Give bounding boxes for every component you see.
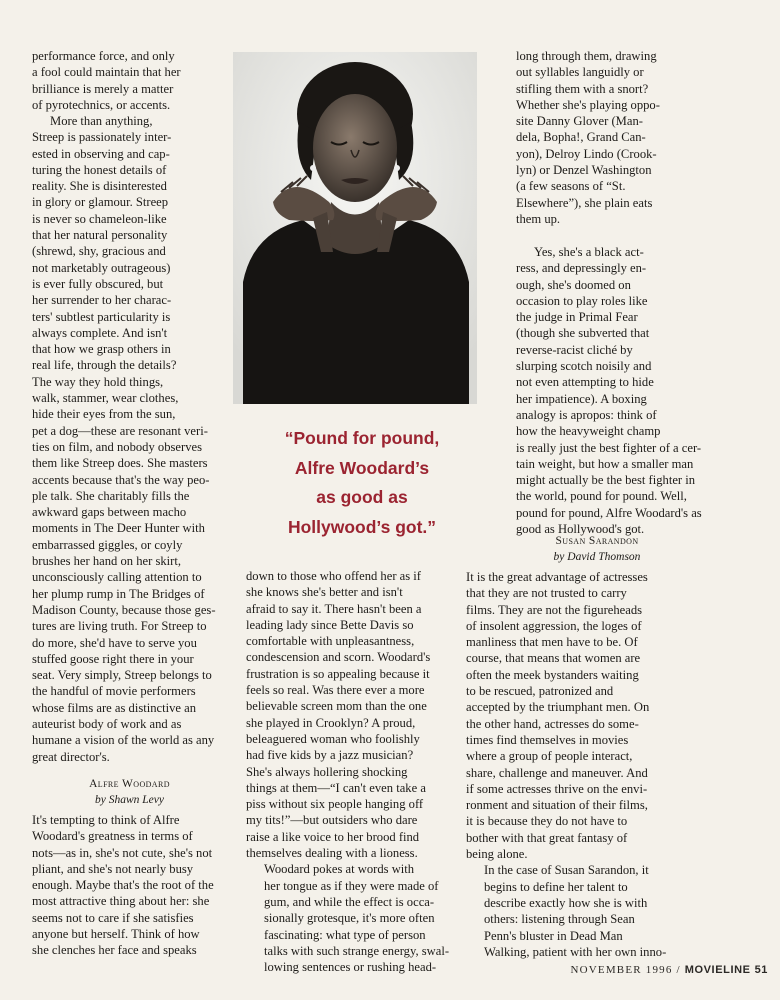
column-3 (516, 48, 718, 227)
column-3-c (466, 569, 728, 960)
paragraph (246, 568, 452, 861)
text-line: might actually be the best fighter in (516, 473, 696, 488)
text-line: she played in Crooklyn? A proud, (246, 715, 416, 730)
text-line: ress, and depressingly en- (516, 261, 647, 276)
text-line: manliness that men have to be. Of (466, 635, 638, 650)
text-line: (though she subverted that (516, 326, 650, 341)
text-line: real life, through the details? (32, 358, 177, 373)
text-line: pet a dog—these are resonant veri- (32, 423, 208, 438)
text-line: most attractive thing about her: she (32, 894, 210, 909)
column-2 (246, 568, 452, 975)
text-line: raise a like voice to her brood find (246, 829, 420, 844)
text-line: that her natural personality (32, 228, 168, 243)
text-line: out syllables languidly or (516, 65, 644, 80)
text-line: piss without six people hanging off (246, 797, 424, 812)
text-line: brilliance is merely a matter (32, 81, 174, 96)
text-line: course, that means that women are (466, 651, 641, 666)
paragraph (32, 48, 227, 113)
text-line: if some actresses thrive on the envi- (466, 781, 648, 796)
text-line: of insolent aggression, the loges of (466, 618, 642, 633)
text-line: she clenches her face and speaks (32, 943, 197, 958)
text-line: the world, pound for pound. Well, (516, 489, 687, 504)
section-heading: Alfre Woodard (89, 778, 170, 790)
text-line: is ever fully obscured, but (32, 276, 164, 291)
text-line: awkward gaps between macho (32, 505, 187, 520)
text-line: things at them—“I can't even take a (246, 780, 426, 795)
text-line: anyone but herself. Think of how (32, 927, 200, 942)
text-line: feels so real. Was there ever a more (246, 683, 425, 698)
text-line: pliant, and she's not nearly busy (32, 861, 194, 876)
text-line: often the meek bystanders waiting (466, 667, 639, 682)
column-1-c (32, 812, 240, 959)
text-line: whose films are as distinctive an (32, 700, 197, 715)
portrait-illustration (233, 52, 477, 404)
text-line: ested in observing and cap- (32, 146, 170, 161)
text-line: brushes her hand on her skirt, (32, 554, 181, 569)
text-line: Whether she's playing oppo- (516, 97, 660, 112)
paragraph (466, 569, 728, 862)
text-line: Penn's bluster in Dead Man (484, 928, 623, 943)
magazine-name: MOVIELINE (684, 964, 751, 976)
pull-quote-line: Alfre Woodard’s (294, 457, 430, 478)
text-line: being alone. (466, 847, 528, 862)
text-line: share, challenge and maneuver. And (466, 765, 648, 780)
text-line: in glory or glamour. Streep (32, 195, 169, 210)
text-line: Woodard pokes at words with (264, 862, 415, 877)
text-line: stifling them with a snort? (516, 81, 649, 96)
text-line: my tits!”—but outsiders who dare (246, 813, 418, 828)
text-line: auteurist body of work and as (32, 716, 182, 731)
paragraph (32, 113, 227, 765)
text-line: her impatience). A boxing (516, 391, 647, 406)
column-1-section (32, 776, 227, 809)
text-line: ple talk. She charitably fills the (32, 488, 190, 503)
text-line: moments in The Deer Hunter with (32, 521, 205, 536)
text-line: She's always hollering shocking (246, 764, 408, 779)
text-line: turing the honest details of (32, 162, 167, 177)
text-line: times find themselves in movies (466, 732, 629, 747)
column-1-b (32, 113, 227, 765)
text-line: begins to define her talent to (484, 879, 628, 894)
text-line: the judge in Primal Fear (516, 310, 638, 325)
text-line: slurping scotch noisily and (516, 359, 652, 374)
text-line: tures are living truth. For Streep to (32, 619, 207, 634)
text-line: long through them, drawing (516, 49, 657, 63)
text-line: not even attempting to hide (516, 375, 654, 390)
text-line: lowing sentences or rushing head- (264, 960, 437, 975)
text-line: sionally grotesque, it's more often (264, 911, 435, 926)
text-line: how the heavyweight champ (516, 424, 661, 439)
text-line: (shrewd, shy, gracious and (32, 244, 166, 259)
text-line: good as Hollywood's got. (516, 522, 645, 537)
text-line: is never so chameleon-like (32, 211, 167, 226)
text-line: believable screen mom than the one (246, 699, 427, 714)
section-byline: by Shawn Levy (95, 794, 164, 807)
page-footer (570, 964, 768, 976)
paragraph (516, 48, 718, 227)
text-line: reverse-racist cliché by (516, 342, 633, 357)
text-line: Elsewhere”), she plain eats (516, 195, 653, 210)
issue-date: NOVEMBER 1996 / (570, 964, 681, 976)
text-line: Streep is passionately inter- (32, 130, 172, 145)
text-line: comfortable with unpleasantness, (246, 634, 415, 649)
text-line: accepted by the triumphant men. On (466, 700, 650, 715)
text-line: is really just the best fighter of a cer- (516, 440, 702, 455)
text-line: her surrender to her charac- (32, 293, 172, 308)
text-line: leading lady since Bette Davis so (246, 617, 414, 632)
text-line: humane a vision of the world as any (32, 733, 215, 748)
text-line: stuffed goose right there in your (32, 651, 194, 666)
text-line: reality. She is disinterested (32, 179, 167, 194)
text-line: ough, she's doomed on (516, 277, 631, 292)
text-line: tain weight, but how a smaller man (516, 456, 694, 471)
text-line: where a group of people interact, (466, 749, 633, 764)
text-line: them like Streep does. She masters (32, 456, 208, 471)
text-line: gum, and while the effect is occa- (264, 894, 435, 909)
text-line: hide their eyes from the sun, (32, 407, 176, 422)
pull-quote-line: Hollywood’s got.” (287, 516, 437, 537)
text-line: do more, she'd have to serve you (32, 635, 197, 650)
portrait-photo (233, 52, 477, 404)
text-line: unconsciously calling attention to (32, 570, 202, 585)
text-line: the other hand, actresses do some- (466, 716, 639, 731)
text-line: ronment and situation of their films, (466, 798, 648, 813)
text-line: It's tempting to think of Alfre (32, 813, 180, 827)
text-line: describe exactly how she is with (484, 895, 648, 910)
text-line: Woodard's greatness in terms of (32, 829, 193, 844)
text-line: dela, Bopha!, Grand Can- (516, 130, 646, 145)
paragraph (466, 862, 728, 960)
text-line: her plump rump in The Bridges of (32, 586, 205, 601)
column-3-b (516, 244, 718, 537)
text-line: her tongue as if they were made of (264, 878, 439, 893)
text-line: a fool could maintain that her (32, 65, 181, 80)
text-line: lyn) or Denzel Washington (516, 163, 652, 178)
paragraph (516, 244, 718, 537)
text-line: that how we grasp others in (32, 342, 171, 357)
text-line: afraid to say it. There hasn't been a (246, 601, 422, 616)
text-line: In the case of Susan Sarandon, it (484, 863, 649, 878)
text-line: nots—as in, she's not cute, she's not (32, 845, 213, 860)
text-line: yon), Delroy Lindo (Crook- (516, 146, 657, 161)
text-line: that they are not trusted to carry (466, 586, 627, 601)
pull-quote-line: as good as (316, 487, 408, 507)
paragraph (246, 861, 452, 975)
text-line: to be rescued, patronized and (466, 684, 614, 699)
pull-quote (238, 424, 486, 542)
text-line: Walking, patient with her own inno- (484, 944, 667, 959)
text-line: them up. (516, 211, 561, 226)
text-line: great director's. (32, 749, 110, 764)
text-line: Madison County, because those ges- (32, 602, 216, 617)
text-line: talks with such strange energy, swal- (264, 943, 450, 958)
text-line: beleaguered woman who foolishly (246, 731, 420, 746)
text-line: ties on film, and nobody observes (32, 439, 202, 454)
text-line: ters' subtlest particularity is (32, 309, 171, 324)
text-line: site Danny Glover (Man- (516, 114, 643, 129)
text-line: seat. Very simply, Streep belongs to (32, 668, 212, 683)
column-3-section (466, 533, 728, 566)
text-line: not marketably outrageous) (32, 260, 171, 275)
text-line: walk, stammer, wear clothes, (32, 391, 179, 406)
text-line: the handful of movie performers (32, 684, 196, 699)
text-line: Yes, she's a black act- (534, 245, 644, 259)
section-byline: by David Thomson (553, 551, 641, 564)
text-line: More than anything, (50, 114, 153, 128)
text-line: analogy is apropos: think of (516, 407, 657, 422)
text-line: It is the great advantage of actresses (466, 570, 648, 584)
text-line: it is because they do not have to (466, 814, 628, 829)
text-line: seems not to care if she satisfies (32, 910, 194, 925)
text-line: always complete. And isn't (32, 325, 168, 340)
text-line: others: listening through Sean (484, 912, 635, 927)
text-line: bother with that great fantasy of (466, 830, 628, 845)
section-heading: Susan Sarandon (555, 535, 639, 547)
text-line: performance force, and only (32, 49, 175, 63)
page-number: 51 (754, 964, 768, 976)
text-line: embarrassed giggles, or coyly (32, 537, 183, 552)
text-line: (a few seasons of “St. (516, 179, 626, 194)
column-1 (32, 48, 227, 113)
text-line: themselves dealing with a lioness. (246, 846, 418, 861)
text-line: had five kids by a jazz musician? (246, 748, 414, 763)
text-line: films. They are not the figureheads (466, 602, 643, 617)
text-line: down to those who offend her as if (246, 569, 421, 583)
text-line: fascinating: what type of person (264, 927, 426, 942)
text-line: she knows she's better and isn't (246, 585, 403, 600)
paragraph (32, 812, 240, 959)
text-line: The way they hold things, (32, 374, 164, 389)
text-line: accents because that's the way peo- (32, 472, 210, 487)
pull-quote-line: “Pound for pound, (284, 428, 440, 448)
text-line: enough. Maybe that's the root of the (32, 878, 214, 893)
text-line: of pyrotechnics, or accents. (32, 97, 171, 112)
text-line: pound for pound, Alfre Woodard's as (516, 505, 702, 520)
text-line: condescension and scorn. Woodard's (246, 650, 431, 665)
text-line: occasion to play roles like (516, 293, 648, 308)
text-line: frustration is so appealing because it (246, 666, 430, 681)
